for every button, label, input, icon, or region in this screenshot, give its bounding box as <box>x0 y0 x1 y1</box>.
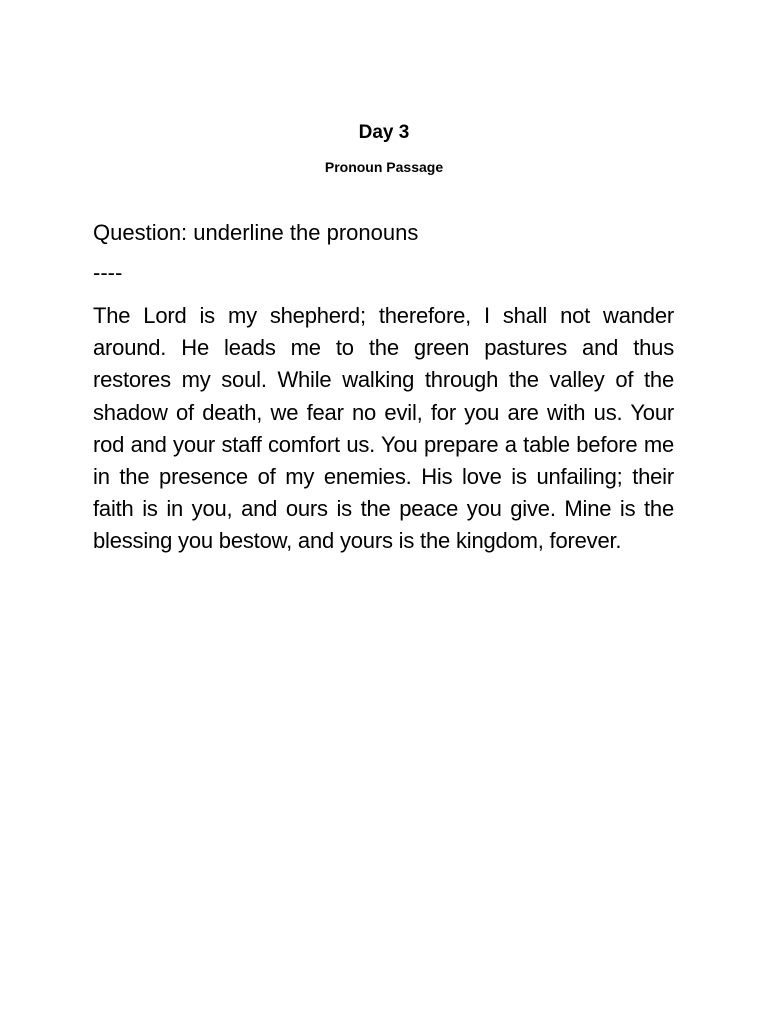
page-subtitle: Pronoun Passage <box>324 159 444 175</box>
pronoun-passage: The Lord is my shepherd; therefore, I shall not wander around. He leads me to the green pastures and thus restores my soul. While walking through the valley of the shadow of death, we fear no evil, for you are with us. Your rod and your staff comfort us. You prepare a table before me in the presence of my enemies. His love is unfailing; their faith is in you, and ours is the peace you give. Mine is the blessing you bestow, and yours is the kingdom, forever. <box>93 303 674 554</box>
separator-line: ---- <box>93 260 123 285</box>
page-title: Day 3 <box>358 122 410 143</box>
question-text: Question: underline the pronouns <box>93 220 419 245</box>
